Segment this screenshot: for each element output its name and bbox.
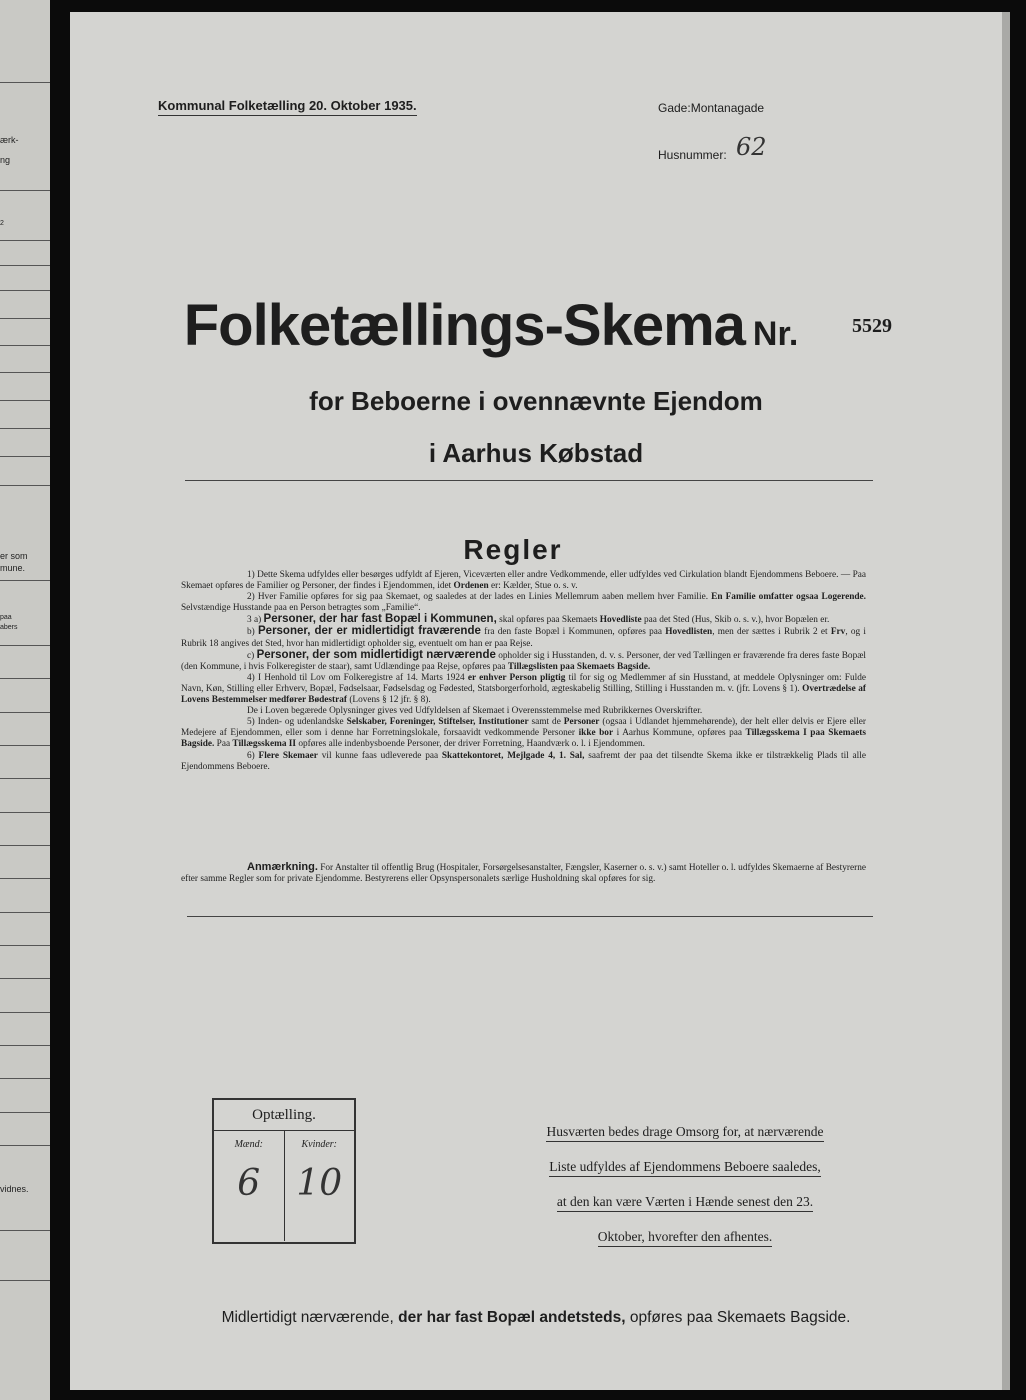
ruled-line: [0, 1078, 50, 1079]
ruled-line: [0, 190, 50, 191]
notice-line: Oktober, hvorefter den afhentes.: [598, 1229, 773, 1247]
page-fragment: vidnes.: [0, 1184, 29, 1194]
page-fragment: ærk-: [0, 135, 19, 145]
women-count-cell: [284, 1131, 355, 1241]
page-fragment: mune.: [0, 563, 26, 573]
ruled-line: [0, 290, 50, 291]
ruled-line: [0, 912, 50, 913]
form-subtitle-1: for Beboerne i ovennævnte Ejendom: [309, 386, 763, 416]
notice-line: at den kan være Værten i Hænde senest den 23.: [557, 1194, 813, 1212]
ruled-line: [0, 978, 50, 979]
form-number-value: 5529: [852, 315, 892, 337]
women-count-value: 10: [296, 1163, 343, 1204]
footer-part-1: Midlertidigt nærværende,: [221, 1309, 399, 1326]
rule-3a: 3 a) Personer, der har fast Bopæl i Kommunen, skal opføres paa Skemaets Hovedliste paa det Sted (Hus, Skib o. s. v.), hvor Bopælen er.: [247, 613, 830, 626]
binding-gutter: [50, 0, 70, 1400]
rule-3c: c) Personer, der som midlertidigt nærværende opholder sig i Husstanden, d. v. s. Personer, der ved Tællingen er fraværende fra deres faste Bopæl (den Kommune, i hvis Folkeregister de staar), samt Udlændinge paa Rejse, opføres paa Tillægslisten paa Skemaets Bagside.: [181, 648, 867, 672]
ruled-line: [0, 878, 50, 879]
footer-part-3: opføres paa Skemaets Bagside.: [625, 1309, 851, 1326]
ruled-line: [0, 1280, 50, 1281]
rule-2: 2) Hver Familie opføres for sig paa Skemaet, og saaledes at der lades en Linies Mellemrum aaben mellem hver Familie. En Familie omfatter ogsaa Logerende. Selvstændige Husstande paa en Person betragtes som „Familie“.: [181, 592, 866, 614]
ruled-line: [0, 580, 50, 581]
house-number-label: Husnummer:: [658, 148, 727, 162]
ruled-line: [0, 945, 50, 946]
census-header-label: Kommunal Folketælling 20. Oktober 1935.: [158, 98, 417, 116]
ruled-line: [0, 1045, 50, 1046]
ruled-line: [0, 82, 50, 83]
ruled-line: [0, 428, 50, 429]
ruled-line: [0, 1012, 50, 1013]
form-title-main: Folketællings-Skema: [183, 293, 745, 358]
men-count-cell: [214, 1131, 284, 1241]
ruled-line: [0, 456, 50, 457]
divider: [187, 916, 873, 917]
page-fragment: paa: [0, 614, 12, 621]
men-count-value: 6: [237, 1163, 261, 1204]
page-stack-edge: [1002, 12, 1010, 1390]
street-label: Gade:: [658, 101, 691, 115]
ruled-line: [0, 400, 50, 401]
ruled-line: [0, 240, 50, 241]
ruled-line: [0, 372, 50, 373]
ruled-line: [0, 645, 50, 646]
count-box-title: Optælling.: [214, 1100, 354, 1131]
landlord-notice: [515, 1114, 855, 1254]
remark: [181, 862, 866, 885]
ruled-line: [0, 678, 50, 679]
remark-text: For Anstalter til offentlig Brug (Hospitaler, Forsørgelsesanstalter, Fængsler, Kaserner o. s. v.) samt Hoteller o. l. udfyldes Skemaerne af Bestyrerne efter samme Regler som for private Ejendomme. Bestyrerens eller Opsynspersonalets særlige Husholdning skal opføres for sig.: [181, 863, 866, 885]
notice-line: Husværten bedes drage Omsorg for, at nærværende: [546, 1124, 823, 1142]
rule-3b: b) Personer, der er midlertidigt fraværende fra den faste Bopæl i Kommunen, opføres paa Hovedlisten, men der sættes i Rubrik 2 et Frv, og i Rubrik 18 angives det Sted, hvor han midlertidigt opholder sig, eventuelt om han er paa Rejse.: [181, 625, 867, 649]
ruled-line: [0, 1145, 50, 1146]
ruled-line: [0, 345, 50, 346]
ruled-line: [0, 1112, 50, 1113]
page-fragment: abers: [0, 624, 18, 631]
page-fragment: er som: [0, 551, 28, 561]
rules-text: [181, 570, 866, 773]
street-field: [658, 101, 764, 115]
street-value: Montanagade: [690, 101, 765, 115]
divider: [185, 480, 873, 481]
previous-page-edge: [0, 0, 50, 1400]
rule-1: 1) Dette Skema udfyldes eller besørges udfyldt af Ejeren, Viceværten eller andre Vedkommende, eller udfyldes ved Cirkulation blandt Ejendommens Beboere. — Paa Skemaet opføres de Familier og Personer, der findes i Ejendommen, idet Ordenen er: Kælder, Stue o. s. v.: [181, 570, 866, 592]
footer-part-2: der har fast Bopæl andetsteds,: [398, 1309, 626, 1326]
rule-4: 4) I Henhold til Lov om Folkeregistre af 14. Marts 1924 er enhver Person pligtig til for sig og Medlemmer af sin Husstand, at meddele Oplysninger om: Fulde Navn, Køn, Stilling eller Erhverv, Bopæl, Fødselsaar, Fødselsdag og Fødested, Statsborgerforhold, ægteskabelig Stilling, Stilling i Husstanden m. v. (jfr. Lovens § 1). Overtrædelse af Lovens Bestemmelser medfører Bødestraf (Lovens § 12 jfr. § 8).: [181, 672, 866, 706]
footer-note: [70, 1309, 1002, 1327]
remark-label: Anmærkning.: [247, 861, 318, 873]
ruled-line: [0, 485, 50, 486]
rules-heading: Regler: [463, 534, 563, 565]
form-number-label: Nr.: [752, 315, 799, 353]
ruled-line: [0, 265, 50, 266]
ruled-line: [0, 1230, 50, 1231]
ruled-line: [0, 845, 50, 846]
page-fragment: ng: [0, 155, 11, 165]
rule-5: 5) Inden- og udenlandske Selskaber, Foreninger, Stiftelser, Institutioner samt de Personer (ogsaa i Udlandet hjemmehørende), der helt eller delvis er Ejere eller Medejere af Ejendommen, eller som i denne har Forretningslokale, forsaavidt vedkommende Personer ikke bor i Aarhus Kommune, opføres paa Tillægsskema I paa Skemaets Bagside. Paa Tillægsskema II opføres alle indenbysboende Personer, der driver Forretning, Haandværk o. l. i Ejendommen.: [181, 717, 867, 750]
ruled-line: [0, 712, 50, 713]
count-box: [212, 1098, 356, 1244]
women-label: Kvinder:: [301, 1139, 338, 1150]
ruled-line: [0, 745, 50, 746]
form-subtitle-2: i Aarhus Købstad: [428, 438, 644, 468]
ruled-line: [0, 778, 50, 779]
men-label: Mænd:: [234, 1139, 263, 1150]
house-number-field: [658, 133, 767, 165]
rule-6: 6) Flere Skemaer vil kunne faas udleverede paa Skattekontoret, Mejlgade 4, 1. Sal, saafremt der paa det tilsendte Skema ikke er tilstrækkelig Plads til alle Ejendommens Beboere.: [181, 750, 866, 772]
house-number-value: 62: [736, 133, 767, 161]
notice-line: Liste udfyldes af Ejendommens Beboere saaledes,: [549, 1159, 820, 1177]
ruled-line: [0, 318, 50, 319]
page-fragment: 2: [0, 220, 4, 227]
rule-4-note: De i Loven begærede Oplysninger gives ved Udfyldelsen af Skemaet i Overensstemmelse med Rubrikkernes Overskrifter.: [247, 706, 703, 717]
ruled-line: [0, 812, 50, 813]
census-form-page: [70, 12, 1002, 1390]
